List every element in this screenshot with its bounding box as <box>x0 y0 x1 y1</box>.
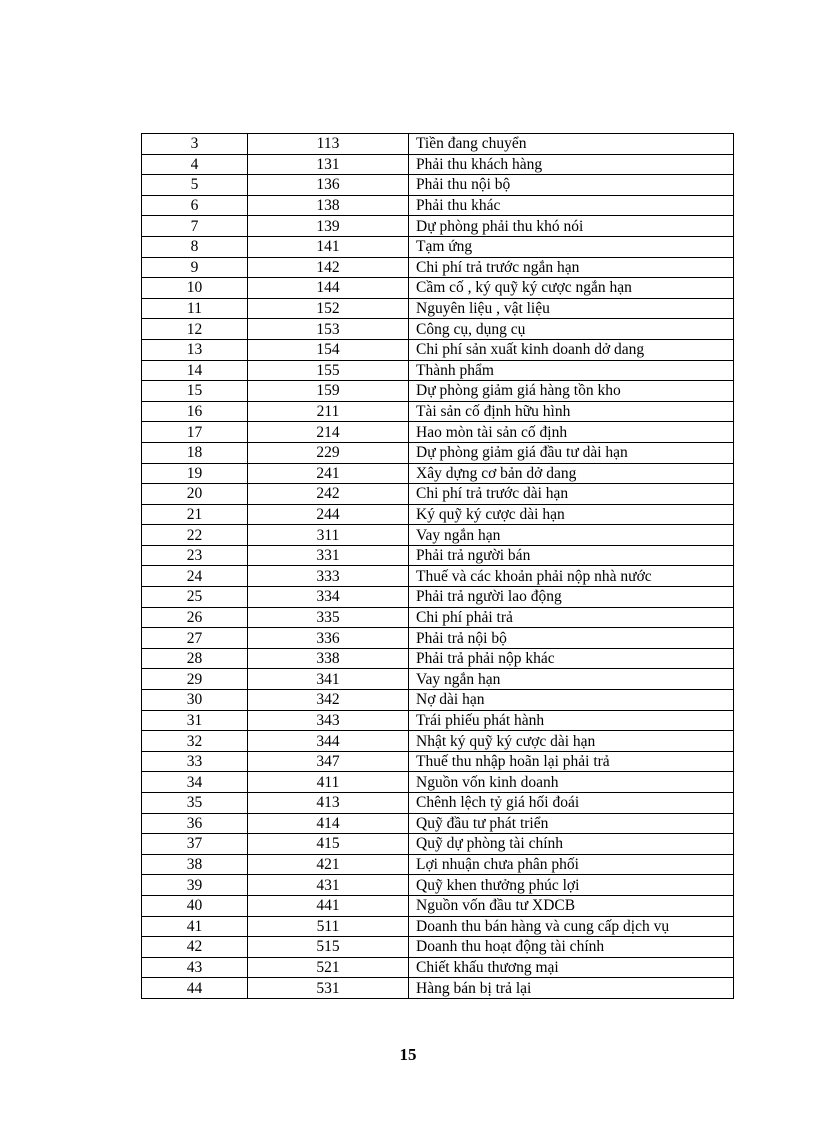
account-code-cell: 155 <box>248 360 409 381</box>
account-name-cell: Xây dựng cơ bản dở dang <box>409 463 734 484</box>
account-name-cell: Tiền đang chuyển <box>409 134 734 155</box>
table-row <box>142 978 734 999</box>
table-row <box>142 648 734 669</box>
row-index-cell: 22 <box>142 525 248 546</box>
account-name-cell: Lợi nhuận chưa phân phối <box>409 854 734 875</box>
table-row <box>142 545 734 566</box>
account-code-cell: 342 <box>248 690 409 711</box>
table-row <box>142 154 734 175</box>
table-row <box>142 834 734 855</box>
table-row <box>142 957 734 978</box>
row-index-cell: 29 <box>142 669 248 690</box>
row-index-cell: 30 <box>142 690 248 711</box>
account-name-cell: Quỹ dự phòng tài chính <box>409 834 734 855</box>
account-code-cell: 338 <box>248 648 409 669</box>
table-row <box>142 463 734 484</box>
table-row <box>142 134 734 155</box>
account-name-cell: Quỹ đầu tư phát triển <box>409 813 734 834</box>
account-name-cell: Nguồn vốn kinh doanh <box>409 772 734 793</box>
account-name-cell: Chi phí trả trước ngắn hạn <box>409 257 734 278</box>
table-row <box>142 772 734 793</box>
table-row <box>142 216 734 237</box>
row-index-cell: 21 <box>142 504 248 525</box>
row-index-cell: 40 <box>142 895 248 916</box>
page-number: 15 <box>399 1045 417 1064</box>
account-name-cell: Hàng bán bị trả lại <box>409 978 734 999</box>
account-code-cell: 142 <box>248 257 409 278</box>
row-index-cell: 20 <box>142 484 248 505</box>
account-name-cell: Ký quỹ ký cược dài hạn <box>409 504 734 525</box>
account-name-cell: Chi phí sản xuất kinh doanh dở dang <box>409 339 734 360</box>
account-code-cell: 531 <box>248 978 409 999</box>
row-index-cell: 28 <box>142 648 248 669</box>
row-index-cell: 7 <box>142 216 248 237</box>
account-name-cell: Nhật ký quỹ ký cược dài hạn <box>409 731 734 752</box>
account-name-cell: Phải thu khác <box>409 195 734 216</box>
account-name-cell: Trái phiếu phát hành <box>409 710 734 731</box>
account-name-cell: Dự phòng giảm giá hàng tồn kho <box>409 381 734 402</box>
table-row <box>142 587 734 608</box>
row-index-cell: 3 <box>142 134 248 155</box>
account-name-cell: Tài sản cố định hữu hình <box>409 401 734 422</box>
row-index-cell: 6 <box>142 195 248 216</box>
account-name-cell: Cầm cố , ký quỹ ký cược ngắn hạn <box>409 278 734 299</box>
row-index-cell: 39 <box>142 875 248 896</box>
account-code-cell: 241 <box>248 463 409 484</box>
table-row <box>142 504 734 525</box>
row-index-cell: 27 <box>142 628 248 649</box>
table-row <box>142 875 734 896</box>
row-index-cell: 37 <box>142 834 248 855</box>
account-rows <box>142 134 734 999</box>
row-index-cell: 32 <box>142 731 248 752</box>
row-index-cell: 13 <box>142 339 248 360</box>
row-index-cell: 19 <box>142 463 248 484</box>
account-code-cell: 244 <box>248 504 409 525</box>
account-name-cell: Chiết khấu thương mại <box>409 957 734 978</box>
table-row <box>142 607 734 628</box>
table-row <box>142 339 734 360</box>
account-name-cell: Dự phòng giảm giá đầu tư dài hạn <box>409 442 734 463</box>
account-name-cell: Vay ngắn hạn <box>409 525 734 546</box>
account-code-cell: 311 <box>248 525 409 546</box>
table-row <box>142 916 734 937</box>
row-index-cell: 34 <box>142 772 248 793</box>
account-code-cell: 334 <box>248 587 409 608</box>
row-index-cell: 16 <box>142 401 248 422</box>
account-name-cell: Quỹ khen thưởng phúc lợi <box>409 875 734 896</box>
account-code-cell: 141 <box>248 236 409 257</box>
account-code-cell: 421 <box>248 854 409 875</box>
table-row <box>142 710 734 731</box>
row-index-cell: 12 <box>142 319 248 340</box>
table-row <box>142 401 734 422</box>
account-name-cell: Nguồn vốn đầu tư XDCB <box>409 895 734 916</box>
table-row <box>142 813 734 834</box>
table-row <box>142 360 734 381</box>
table-row <box>142 854 734 875</box>
account-code-cell: 413 <box>248 793 409 814</box>
row-index-cell: 11 <box>142 298 248 319</box>
account-code-cell: 515 <box>248 937 409 958</box>
account-code-cell: 138 <box>248 195 409 216</box>
row-index-cell: 10 <box>142 278 248 299</box>
account-code-cell: 214 <box>248 422 409 443</box>
row-index-cell: 42 <box>142 937 248 958</box>
table-row <box>142 690 734 711</box>
account-name-cell: Phải trả nội bộ <box>409 628 734 649</box>
table-row <box>142 195 734 216</box>
row-index-cell: 26 <box>142 607 248 628</box>
account-code-cell: 152 <box>248 298 409 319</box>
account-name-cell: Công cụ, dụng cụ <box>409 319 734 340</box>
account-name-cell: Phải trả phải nộp khác <box>409 648 734 669</box>
account-code-cell: 154 <box>248 339 409 360</box>
chart-of-accounts-table <box>141 133 734 999</box>
account-code-cell: 344 <box>248 731 409 752</box>
account-name-cell: Chi phí trả trước dài hạn <box>409 484 734 505</box>
account-code-cell: 343 <box>248 710 409 731</box>
account-code-cell: 414 <box>248 813 409 834</box>
account-code-cell: 341 <box>248 669 409 690</box>
table-row <box>142 937 734 958</box>
account-code-cell: 331 <box>248 545 409 566</box>
account-code-cell: 441 <box>248 895 409 916</box>
account-code-cell: 333 <box>248 566 409 587</box>
account-code-cell: 431 <box>248 875 409 896</box>
account-code-cell: 211 <box>248 401 409 422</box>
account-name-cell: Dự phòng phải thu khó nói <box>409 216 734 237</box>
row-index-cell: 44 <box>142 978 248 999</box>
account-name-cell: Phải trả người lao động <box>409 587 734 608</box>
account-name-cell: Doanh thu hoạt động tài chính <box>409 937 734 958</box>
account-name-cell: Thành phẩm <box>409 360 734 381</box>
table-row <box>142 442 734 463</box>
row-index-cell: 17 <box>142 422 248 443</box>
account-code-cell: 153 <box>248 319 409 340</box>
account-code-cell: 113 <box>248 134 409 155</box>
account-name-cell: Nợ dài hạn <box>409 690 734 711</box>
account-code-cell: 511 <box>248 916 409 937</box>
table-row <box>142 175 734 196</box>
row-index-cell: 38 <box>142 854 248 875</box>
table-row <box>142 278 734 299</box>
table-row <box>142 257 734 278</box>
account-name-cell: Nguyên liệu , vật liệu <box>409 298 734 319</box>
account-name-cell: Chi phí phải trả <box>409 607 734 628</box>
account-name-cell: Phải thu nội bộ <box>409 175 734 196</box>
table-row <box>142 669 734 690</box>
table-row <box>142 484 734 505</box>
table-row <box>142 751 734 772</box>
table-row <box>142 298 734 319</box>
row-index-cell: 8 <box>142 236 248 257</box>
row-index-cell: 33 <box>142 751 248 772</box>
account-code-cell: 336 <box>248 628 409 649</box>
account-code-cell: 335 <box>248 607 409 628</box>
account-name-cell: Tạm ứng <box>409 236 734 257</box>
table-row <box>142 525 734 546</box>
table-row <box>142 319 734 340</box>
table-row <box>142 731 734 752</box>
account-name-cell: Chênh lệch tỷ giá hối đoái <box>409 793 734 814</box>
table-row <box>142 628 734 649</box>
account-code-cell: 347 <box>248 751 409 772</box>
table-row <box>142 566 734 587</box>
account-name-cell: Hao mòn tài sản cố định <box>409 422 734 443</box>
account-code-cell: 411 <box>248 772 409 793</box>
row-index-cell: 18 <box>142 442 248 463</box>
row-index-cell: 43 <box>142 957 248 978</box>
row-index-cell: 9 <box>142 257 248 278</box>
row-index-cell: 35 <box>142 793 248 814</box>
account-code-cell: 136 <box>248 175 409 196</box>
row-index-cell: 23 <box>142 545 248 566</box>
table-row <box>142 381 734 402</box>
account-name-cell: Thuế thu nhập hoãn lại phải trả <box>409 751 734 772</box>
account-code-cell: 131 <box>248 154 409 175</box>
row-index-cell: 5 <box>142 175 248 196</box>
account-code-cell: 229 <box>248 442 409 463</box>
table-row <box>142 895 734 916</box>
row-index-cell: 14 <box>142 360 248 381</box>
account-code-cell: 159 <box>248 381 409 402</box>
row-index-cell: 36 <box>142 813 248 834</box>
account-name-cell: Vay ngắn hạn <box>409 669 734 690</box>
account-code-cell: 521 <box>248 957 409 978</box>
account-code-cell: 415 <box>248 834 409 855</box>
table-row <box>142 236 734 257</box>
account-name-cell: Phải trả người bán <box>409 545 734 566</box>
row-index-cell: 25 <box>142 587 248 608</box>
row-index-cell: 24 <box>142 566 248 587</box>
table-row <box>142 422 734 443</box>
account-code-cell: 144 <box>248 278 409 299</box>
row-index-cell: 31 <box>142 710 248 731</box>
account-code-cell: 139 <box>248 216 409 237</box>
row-index-cell: 4 <box>142 154 248 175</box>
row-index-cell: 15 <box>142 381 248 402</box>
account-name-cell: Thuế và các khoản phải nộp nhà nước <box>409 566 734 587</box>
account-code-cell: 242 <box>248 484 409 505</box>
table-row <box>142 793 734 814</box>
row-index-cell: 41 <box>142 916 248 937</box>
account-name-cell: Doanh thu bán hàng và cung cấp dịch vụ <box>409 916 734 937</box>
account-name-cell: Phải thu khách hàng <box>409 154 734 175</box>
